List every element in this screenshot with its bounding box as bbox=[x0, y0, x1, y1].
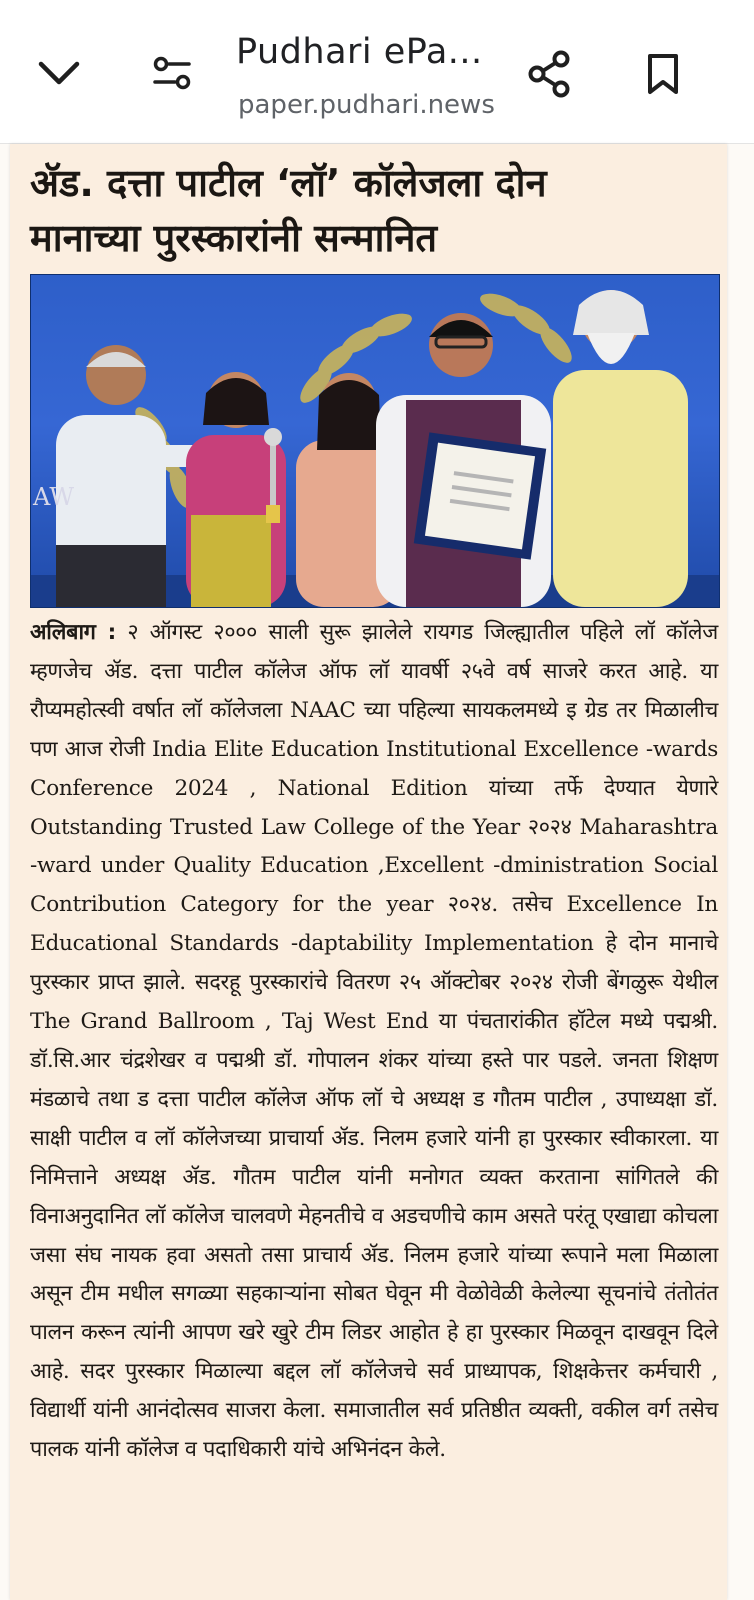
minimize-button[interactable] bbox=[27, 41, 91, 105]
page-url[interactable]: paper.pudhari.news bbox=[238, 90, 495, 120]
article-body bbox=[30, 614, 718, 1470]
article-text: २ ऑगस्ट २००० साली सुरू झालेले रायगड जिल्ह्यातील पहिले लॉ कॉलेज म्हणजेच ॲड. दत्ता पाटील कॉलेज ऑफ लॉ यावर्षी २५वे वर्ष साजरे करत आहे. या रौप्यमहोत्स्वी वर्षात लॉ कॉलेजला NAAC च्या पहिल्या सायकलमध्ये इ ग्रेड तर मिळालीच पण आज रोजी India Elite Education Institutional Excellence -wards Conference 2024 , National Edition यांच्या तर्फे देण्यात येणारे Outstanding Trusted Law College of the Year २०२४ Maharashtra -ward under Quality Education ,Excellent -dministration Social Contribution Category for the year २०२४. तसेच Excellence In Educational Standards -daptability Implementation हे दोन मानाचे पुरस्कार प्राप्त झाले. सदरहू पुरस्कारांचे वितरण २५ ऑक्टोबर २०२४ रोजी बेंगळुरू येथील The Grand Ballroom , Taj West End या पंचतारांकीत हॉटेल मध्ये पद्मश्री. डॉ.सि.आर चंद्रशेखर व पद्मश्री डॉ. गोपालन शंकर यांच्या हस्ते पार पडले. जनता शिक्षण मंडळाचे तथा ड दत्ता पाटील कॉलेज ऑफ लॉ चे अध्यक्ष ड गौतम पाटील , उपाध्यक्षा डॉ. साक्षी पाटील व लॉ कॉलेजच्या प्राचार्या ॲड. निलम हजारे यांनी हा पुरस्कार स्वीकारला. या निमित्ताने अध्यक्ष ॲड. गौतम पाटील यांनी मनोगत व्यक्त करताना सांगितले की विनाअनुदानित लॉ कॉलेज चालवणे मेहनतीचे व अडचणीचे काम असते परंतू एखाद्या कोचला जसा संघ नायक हवा असतो तसा प्राचार्य ॲड. निलम हजारे यांच्या रूपाने मला मिळाला असून टीम मधील सगळ्या सहकाऱ्यांना सोबत घेवून मी वेळोवेळी केलेल्या सूचनांचे तंतोतंत पालन करून त्यांनी आपण खरे खुरे टीम लिडर आहोत हे हा पुरस्कार मिळवून दाखवून दिले आहे. सदर पुरस्कार मिळाल्या बद्दल लॉ कॉलेजचे सर्व प्राध्यापक, शिक्षकेत्तर कर्मचारी , विद्यार्थी यांनी आनंदोत्सव साजरा केला. समाजातील सर्व प्रतिष्ठीत व्यक्ती, वकील वर्ग तसेच पालक यांनी कॉलेज व पदाधिकारी यांचे अभिनंदन केले. bbox=[30, 620, 718, 1463]
photo-caption-fragment: AW bbox=[33, 483, 75, 511]
certificate bbox=[414, 432, 546, 559]
article-headline bbox=[30, 156, 720, 266]
browser-toolbar bbox=[0, 0, 754, 144]
headline-line-2: मानाच्या पुरस्कारांनी सन्मानित bbox=[30, 216, 438, 260]
share-button[interactable] bbox=[517, 42, 581, 106]
chevron-down-icon bbox=[37, 58, 81, 88]
news-clipping bbox=[10, 144, 727, 1600]
bookmark-button[interactable] bbox=[631, 42, 695, 106]
article-dateline: अलिबाग : bbox=[30, 620, 116, 645]
page-title: Pudhari ePa... bbox=[236, 32, 483, 72]
page-settings-button[interactable] bbox=[140, 41, 204, 105]
tune-icon bbox=[151, 55, 193, 91]
bookmark-icon bbox=[645, 52, 681, 96]
epaper-viewport[interactable] bbox=[0, 144, 754, 1600]
photo-illustration bbox=[31, 275, 719, 607]
share-icon bbox=[526, 49, 572, 99]
award-ceremony-photo bbox=[30, 274, 720, 608]
person-right bbox=[553, 290, 688, 607]
headline-line-1: ॲड. दत्ता पाटील ‘लॉ’ कॉलेजला दोन bbox=[30, 161, 547, 205]
laurel-wreath-right bbox=[477, 289, 577, 368]
